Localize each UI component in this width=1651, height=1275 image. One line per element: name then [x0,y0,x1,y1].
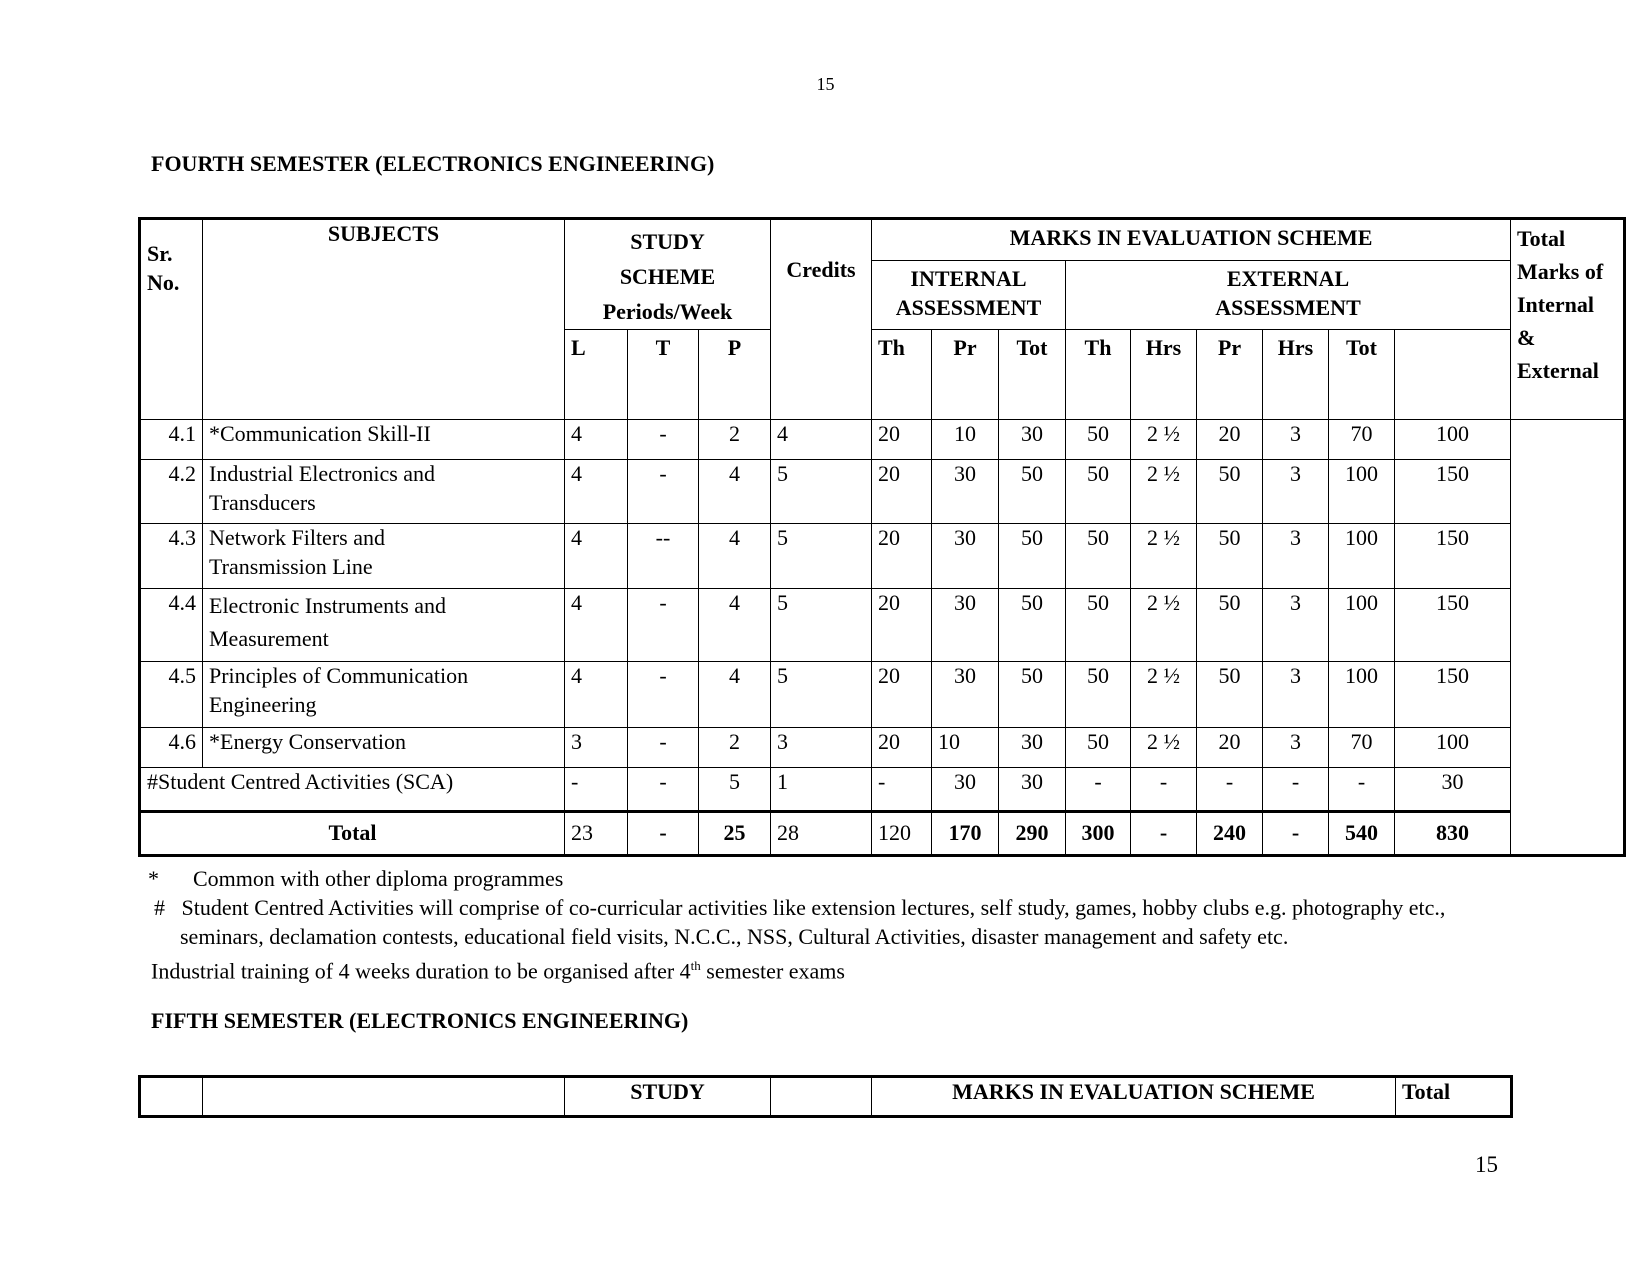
ext-th-hrs-cell: 2 ½ [1131,728,1197,768]
header-credits: Credits [771,219,872,420]
p-cell: 4 [699,460,771,524]
header-internal-assessment: INTERNAL ASSESSMENT [872,261,1066,330]
header-ext-th-hrs: Hrs [1131,330,1197,420]
header-ext-pr: Pr [1197,330,1263,420]
section-title-fourth-semester: FOURTH SEMESTER (ELECTRONICS ENGINEERING) [151,151,715,176]
ext-th-hrs-cell: - [1131,768,1197,812]
header-ext-pr-hrs: Hrs [1263,330,1329,420]
l-cell: 4 [565,662,628,728]
ext-th-cell: 50 [1066,460,1131,524]
l-cell: 4 [565,524,628,589]
table-row [140,524,1625,589]
l-cell: 4 [565,589,628,662]
ext-th-cell: 50 [1066,589,1131,662]
credits-cell: 5 [771,589,872,662]
subject-cell: *Communication Skill-II [203,420,565,460]
header-int-tot: Tot [999,330,1066,420]
header-total-marks: Total Marks of Internal & External [1511,219,1625,420]
subject-cell: *Energy Conservation [203,728,565,768]
t-cell: - [628,420,699,460]
total-cell: 30 [1395,768,1511,812]
ext-pr-hrs-cell: 3 [1263,460,1329,524]
table-row [140,662,1625,728]
header-marks-evaluation: MARKS IN EVALUATION SCHEME [872,1077,1396,1117]
int-th-cell: 20 [872,589,932,662]
credits-cell: 4 [771,420,872,460]
header-p: P [699,330,771,420]
ext-tot-cell: 100 [1329,524,1395,589]
int-pr-cell: 30 [932,589,999,662]
subject-cell: Industrial Electronics and Transducers [203,460,565,524]
int-tot-cell: 30 [999,420,1066,460]
ext-th-hrs-cell: 2 ½ [1131,662,1197,728]
p-cell: 4 [699,589,771,662]
page-number-top: 15 [816,74,835,94]
sr-cell: 4.2 [140,460,203,524]
ext-tot-cell: 70 [1329,728,1395,768]
ext-th-cell: 50 [1066,524,1131,589]
l-cell: 4 [565,460,628,524]
int-pr-cell: 10 [932,420,999,460]
section-title-fifth-semester: FIFTH SEMESTER (ELECTRONICS ENGINEERING) [151,1008,689,1033]
int-pr-cell: 30 [932,662,999,728]
header-ext-tot: Tot [1329,330,1395,420]
header-ext-th: Th [1066,330,1131,420]
ext-th-hrs-cell: 2 ½ [1131,589,1197,662]
ext-pr-cell: 240 [1197,812,1263,856]
header-external-assessment: EXTERNAL ASSESSMENT [1066,261,1511,330]
int-tot-cell: 50 [999,524,1066,589]
ext-tot-cell: 70 [1329,420,1395,460]
ext-th-hrs-cell: - [1131,812,1197,856]
p-cell: 2 [699,420,771,460]
page-number-bottom: 15 [1475,1152,1498,1177]
int-tot-cell: 290 [999,812,1066,856]
sr-cell: 4.3 [140,524,203,589]
header-marks-evaluation: MARKS IN EVALUATION SCHEME [872,219,1511,261]
fifth-semester-table [138,1075,1513,1118]
ext-pr-cell: 20 [1197,420,1263,460]
total-cell: 150 [1395,460,1511,524]
total-cell: 150 [1395,589,1511,662]
credits-cell: 5 [771,662,872,728]
credits-cell: 5 [771,524,872,589]
ext-tot-cell: 100 [1329,460,1395,524]
ext-th-hrs-cell: 2 ½ [1131,420,1197,460]
footnote-star-marker: * [148,866,159,891]
ext-th-hrs-cell: 2 ½ [1131,460,1197,524]
sr-cell: 4.4 [140,589,203,662]
int-tot-cell: 50 [999,589,1066,662]
table-row-total [140,812,1625,856]
total-cell: 100 [1395,728,1511,768]
int-tot-cell: 50 [999,662,1066,728]
ext-pr-hrs-cell: 3 [1263,662,1329,728]
footnote-common [148,864,1498,893]
t-cell: - [628,589,699,662]
p-cell: 2 [699,728,771,768]
ext-pr-hrs-cell: - [1263,812,1329,856]
p-cell: 4 [699,524,771,589]
int-pr-cell: 170 [932,812,999,856]
credits-cell: 5 [771,460,872,524]
footnote-sca [148,893,1498,951]
ext-pr-hrs-cell: 3 [1263,589,1329,662]
training-note-text: Industrial training of 4 weeks duration to be organised after 4 [151,958,691,984]
t-cell: - [628,728,699,768]
ext-pr-hrs-cell: - [1263,768,1329,812]
int-tot-cell: 50 [999,460,1066,524]
empty-cell [203,1077,565,1117]
credits-cell: 1 [771,768,872,812]
footnote-hash-text: Student Centred Activities will comprise of co-curricular activities like extension lectures, self study, games, hobby clubs e.g. photography etc., seminars, declamation contests, educational field visits, N.C.C., NSS, Cultural Activities, disaster management and safety etc. [180,895,1446,949]
t-cell: - [628,812,699,856]
int-pr-cell: 10 [932,728,999,768]
int-th-cell: 20 [872,460,932,524]
footnote-star-text: Common with other diploma programmes [193,866,564,891]
total-label: Total [140,812,565,856]
footnote-hash-marker: # [154,895,165,920]
ext-pr-hrs-cell: 3 [1263,728,1329,768]
header-subjects: SUBJECTS [203,219,565,420]
training-note-superscript: th [690,958,701,973]
ext-pr-cell: 50 [1197,460,1263,524]
l-cell: - [565,768,628,812]
sr-cell: 4.5 [140,662,203,728]
ext-th-cell: - [1066,768,1131,812]
int-th-cell: - [872,768,932,812]
ext-pr-cell: 50 [1197,662,1263,728]
ext-tot-cell: 100 [1329,662,1395,728]
empty-cell [771,1077,872,1117]
ext-pr-cell: 50 [1197,589,1263,662]
int-th-cell: 120 [872,812,932,856]
industrial-training-note [151,951,1498,985]
l-cell: 4 [565,420,628,460]
ext-th-cell: 50 [1066,420,1131,460]
header-int-th: Th [872,330,932,420]
training-note-text-end: semester exams [700,958,845,984]
subject-cell: Principles of Communication Engineering [203,662,565,728]
t-cell: -- [628,524,699,589]
header-total: Total [1396,1077,1512,1117]
t-cell: - [628,768,699,812]
int-th-cell: 20 [872,662,932,728]
int-th-cell: 20 [872,420,932,460]
table-row [140,589,1625,662]
int-th-cell: 20 [872,524,932,589]
int-pr-cell: 30 [932,524,999,589]
fourth-semester-table [138,217,1626,857]
credits-cell: 3 [771,728,872,768]
header-sr-no: Sr. No. [140,219,203,420]
subject-cell: #Student Centred Activities (SCA) [140,768,565,812]
subject-cell: Electronic Instruments and Measurement [203,589,565,662]
ext-th-cell: 50 [1066,662,1131,728]
empty-cell [140,1077,203,1117]
t-cell: - [628,460,699,524]
int-pr-cell: 30 [932,768,999,812]
total-cell: 100 [1395,420,1511,460]
footnotes [148,864,1498,985]
subject-cell: Network Filters and Transmission Line [203,524,565,589]
header-study-scheme: STUDY SCHEME Periods/Week [565,219,771,330]
header-study: STUDY [565,1077,771,1117]
p-cell: 5 [699,768,771,812]
ext-pr-hrs-cell: 3 [1263,524,1329,589]
table-row-sca [140,768,1625,812]
total-cell: 150 [1395,662,1511,728]
ext-th-cell: 300 [1066,812,1131,856]
int-pr-cell: 30 [932,460,999,524]
table-row [140,460,1625,524]
ext-pr-hrs-cell: 3 [1263,420,1329,460]
ext-th-cell: 50 [1066,728,1131,768]
ext-pr-cell: 20 [1197,728,1263,768]
p-cell: 4 [699,662,771,728]
t-cell: - [628,662,699,728]
ext-th-hrs-cell: 2 ½ [1131,524,1197,589]
table-row [140,728,1625,768]
header-l: L [565,330,628,420]
p-cell: 25 [699,812,771,856]
ext-tot-cell: 100 [1329,589,1395,662]
total-cell: 150 [1395,524,1511,589]
ext-tot-cell: 540 [1329,812,1395,856]
ext-tot-cell: - [1329,768,1395,812]
sr-cell: 4.1 [140,420,203,460]
int-tot-cell: 30 [999,768,1066,812]
ext-pr-cell: - [1197,768,1263,812]
l-cell: 3 [565,728,628,768]
total-cell: 830 [1395,812,1511,856]
header-int-pr: Pr [932,330,999,420]
l-cell: 23 [565,812,628,856]
int-th-cell: 20 [872,728,932,768]
header-t: T [628,330,699,420]
int-tot-cell: 30 [999,728,1066,768]
table-row [140,420,1625,460]
ext-pr-cell: 50 [1197,524,1263,589]
credits-cell: 28 [771,812,872,856]
sr-cell: 4.6 [140,728,203,768]
